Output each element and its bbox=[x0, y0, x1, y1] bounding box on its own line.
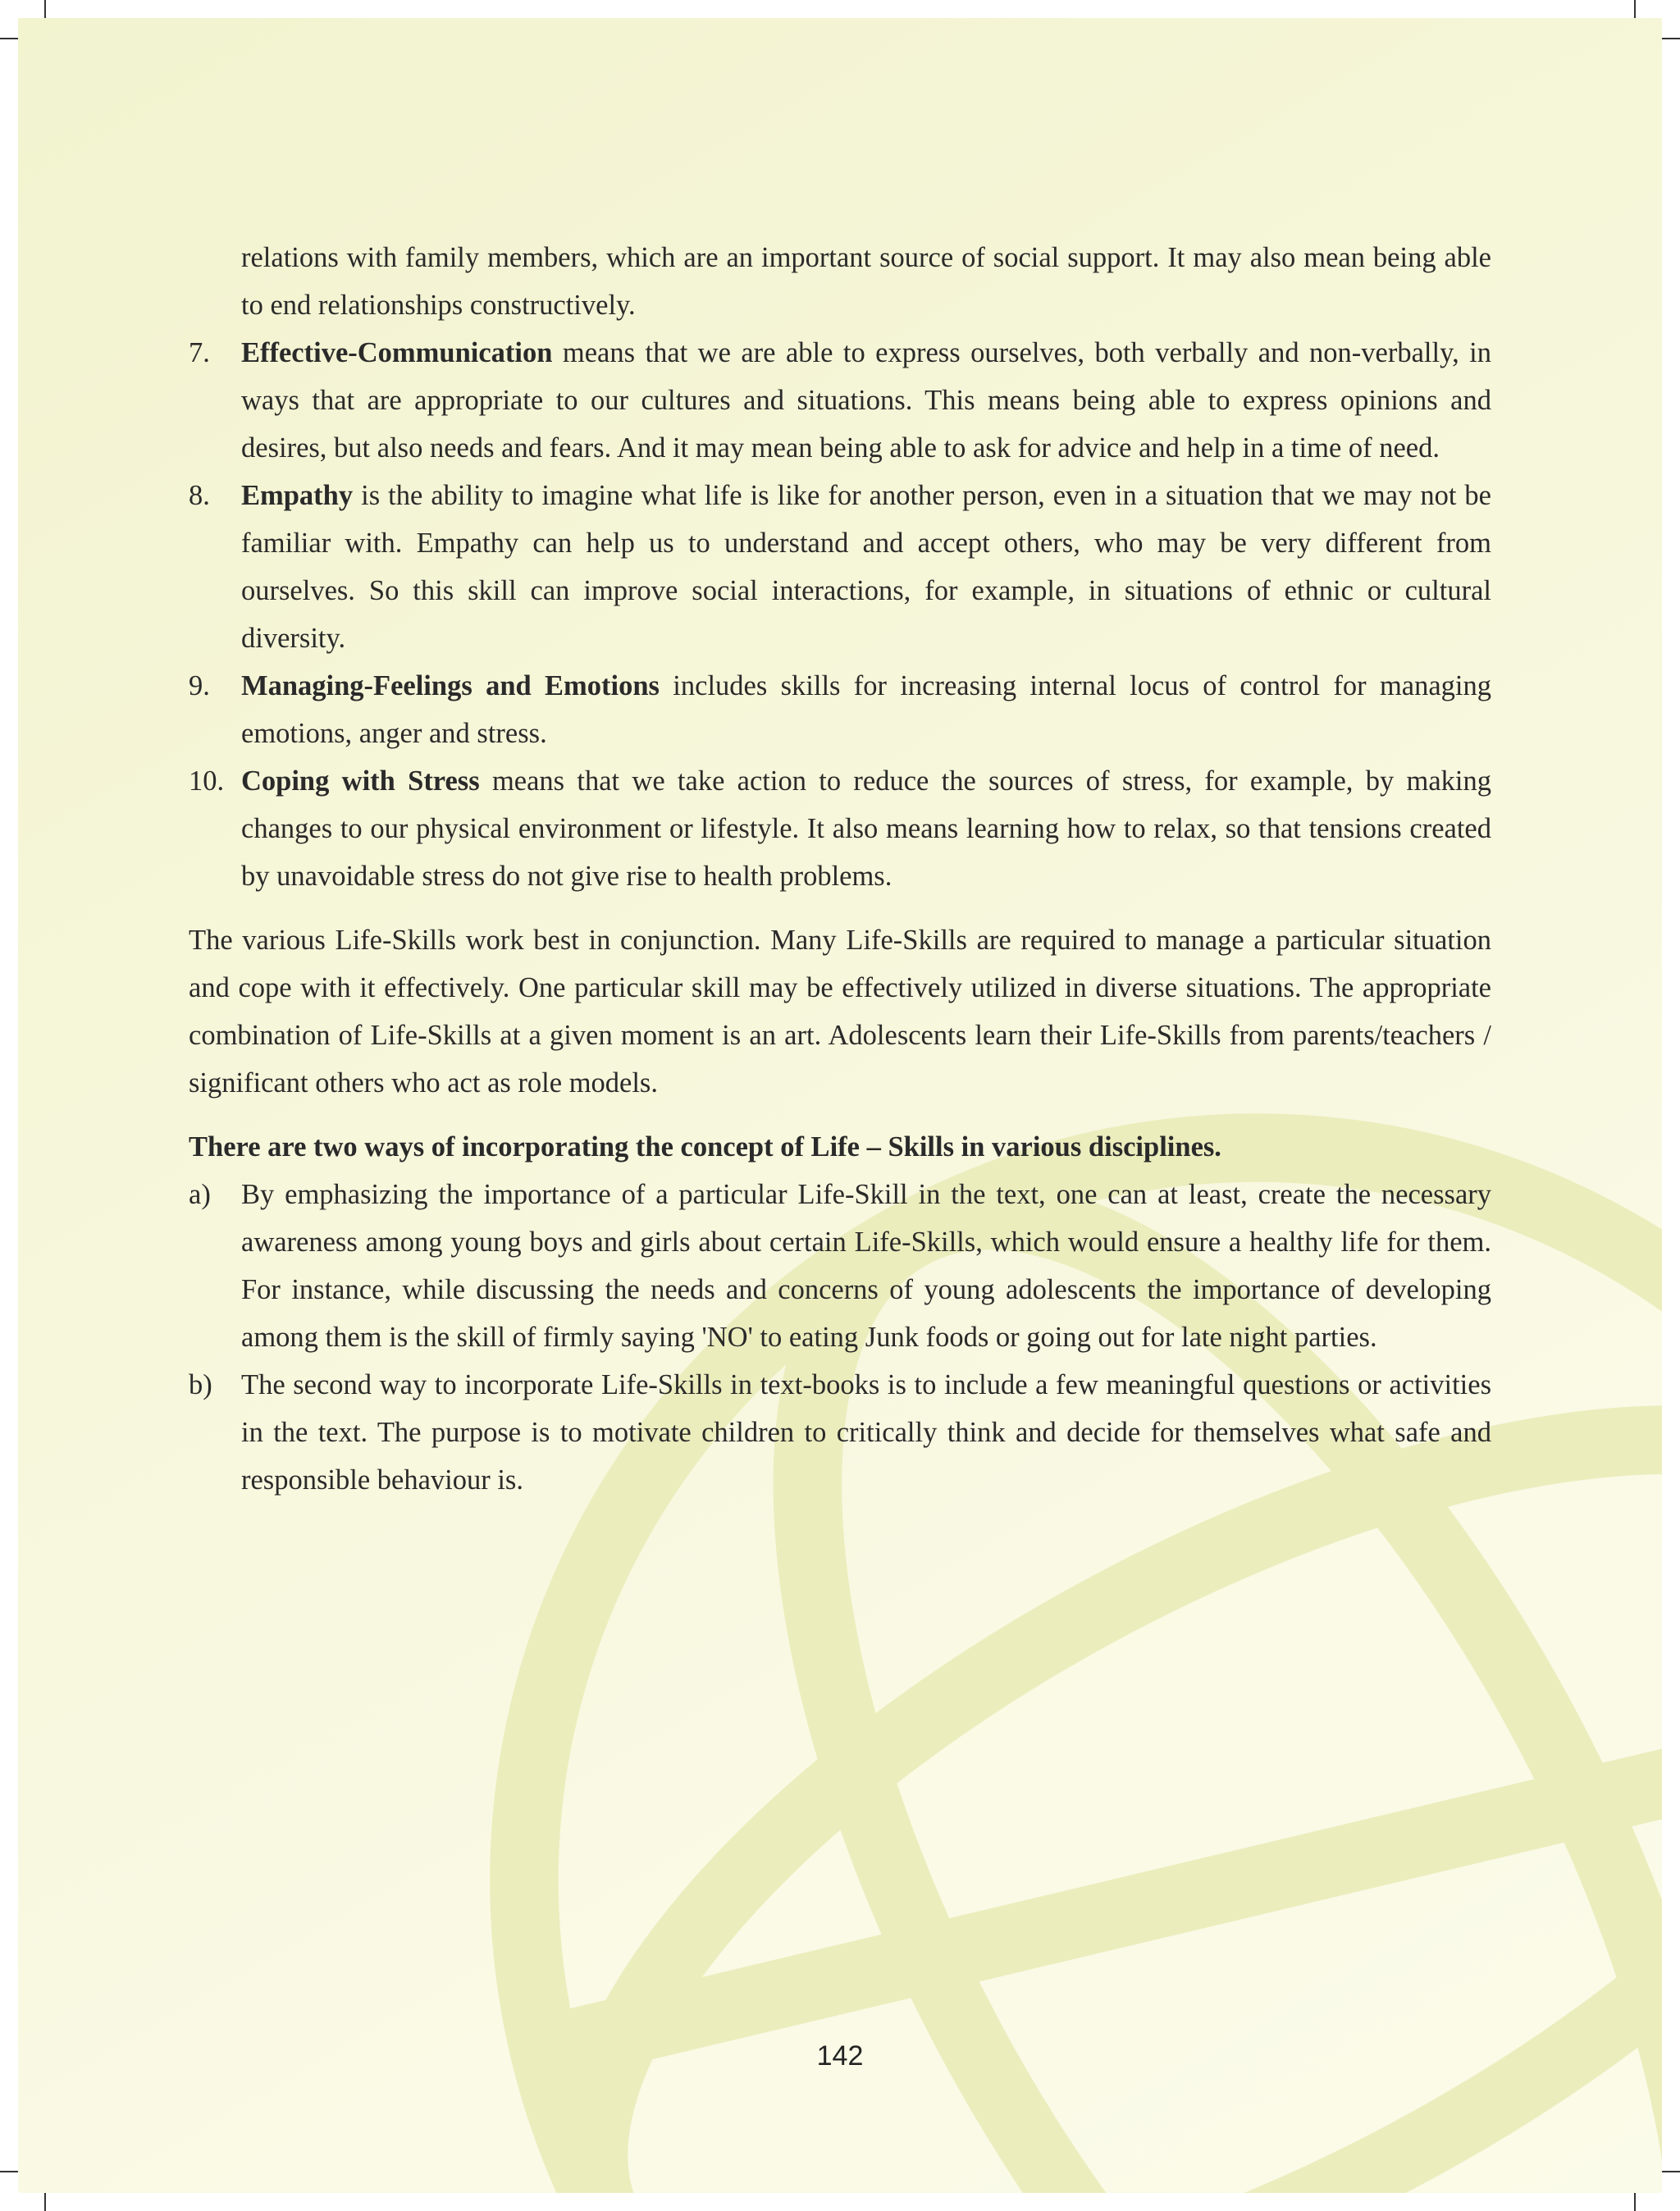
list-text: By emphasizing the importance of a particular Life-Skill in the text, one can at least, create the necessary awareness among young boys and girls about certain Life-Skills, which would ensure a healthy life for them. For instance, while discussing the needs and concerns of young adolescents the importance of developing among them is the skill of firmly saying 'NO' to eating Junk foods or going out for late night parties. bbox=[241, 1179, 1491, 1353]
list-text: means that we take action to reduce the sources of stress, for example, by making changes to our physical environment or lifestyle. It also means learning how to relax, so that tensions created by unavoidable stress do not give rise to health problems. bbox=[241, 765, 1491, 892]
list-item-coping-with-stress bbox=[189, 757, 1491, 900]
list-text: means that we are able to express ourselves, both verbally and non-verbally, in ways that are appropriate to our cultures and situations. This means being able to express opinions and desires, but also needs and fears. And it may mean being able to ask for advice and help in a time of need. bbox=[241, 337, 1491, 464]
list-letter: a) bbox=[189, 1179, 211, 1210]
list-item-managing-feelings bbox=[189, 662, 1491, 757]
list-number: 9. bbox=[189, 670, 210, 701]
list-item-way-a bbox=[189, 1171, 1491, 1361]
list-item-way-b bbox=[189, 1361, 1491, 1504]
list-item-effective-communication bbox=[189, 329, 1491, 472]
continuation-paragraph: relations with family members, which are an important source of social support. It may also mean being able to end relationships constructively. bbox=[241, 242, 1491, 321]
body-text bbox=[189, 234, 1491, 1504]
crop-mark bbox=[0, 38, 18, 39]
list-term: Managing-Feelings and Emotions bbox=[241, 670, 660, 701]
crop-mark bbox=[1662, 2171, 1680, 2172]
list-text: The second way to incorporate Life-Skills in text-books is to include a few meaningful questions or activities in the text. The purpose is to motivate children to critically think and decide for themselves what safe and responsible behaviour is. bbox=[241, 1369, 1491, 1496]
list-term: Effective-Communication bbox=[241, 337, 553, 368]
list-letter: b) bbox=[189, 1369, 212, 1400]
list-term: Empathy bbox=[241, 480, 354, 511]
list-number: 8. bbox=[189, 480, 210, 511]
list-item-empathy bbox=[189, 472, 1491, 662]
crop-mark bbox=[1634, 0, 1636, 18]
page-number: 142 bbox=[816, 2040, 864, 2072]
section-heading: There are two ways of incorporating the concept of Life – Skills in various disciplines. bbox=[189, 1131, 1221, 1163]
crop-mark bbox=[1634, 2193, 1636, 2211]
crop-mark bbox=[0, 2171, 18, 2172]
list-text: is the ability to imagine what life is like for another person, even in a situation that we may not be familiar with. Empathy can help us to understand and accept others, who may be very different from ourselves. So this skill can improve social interactions, for example, in situations of ethnic or cultural diversity. bbox=[241, 480, 1491, 654]
life-skills-paragraph: The various Life-Skills work best in conjunction. Many Life-Skills are required to manage a particular situation and cope with it effectively. One particular skill may be effectively utilized in diverse situations. The appropriate combination of Life-Skills at a given moment is an art. Adolescents learn their Life-Skills from parents/teachers / significant others who act as role models. bbox=[189, 925, 1491, 1099]
list-text: includes skills for increasing internal locus of control for managing emotions, anger and stress. bbox=[241, 670, 1491, 749]
list-number: 10. bbox=[189, 765, 225, 797]
crop-mark bbox=[44, 2193, 46, 2211]
list-number: 7. bbox=[189, 337, 210, 368]
crop-mark bbox=[1662, 38, 1680, 39]
crop-mark bbox=[44, 0, 46, 18]
list-term: Coping with Stress bbox=[241, 765, 480, 797]
